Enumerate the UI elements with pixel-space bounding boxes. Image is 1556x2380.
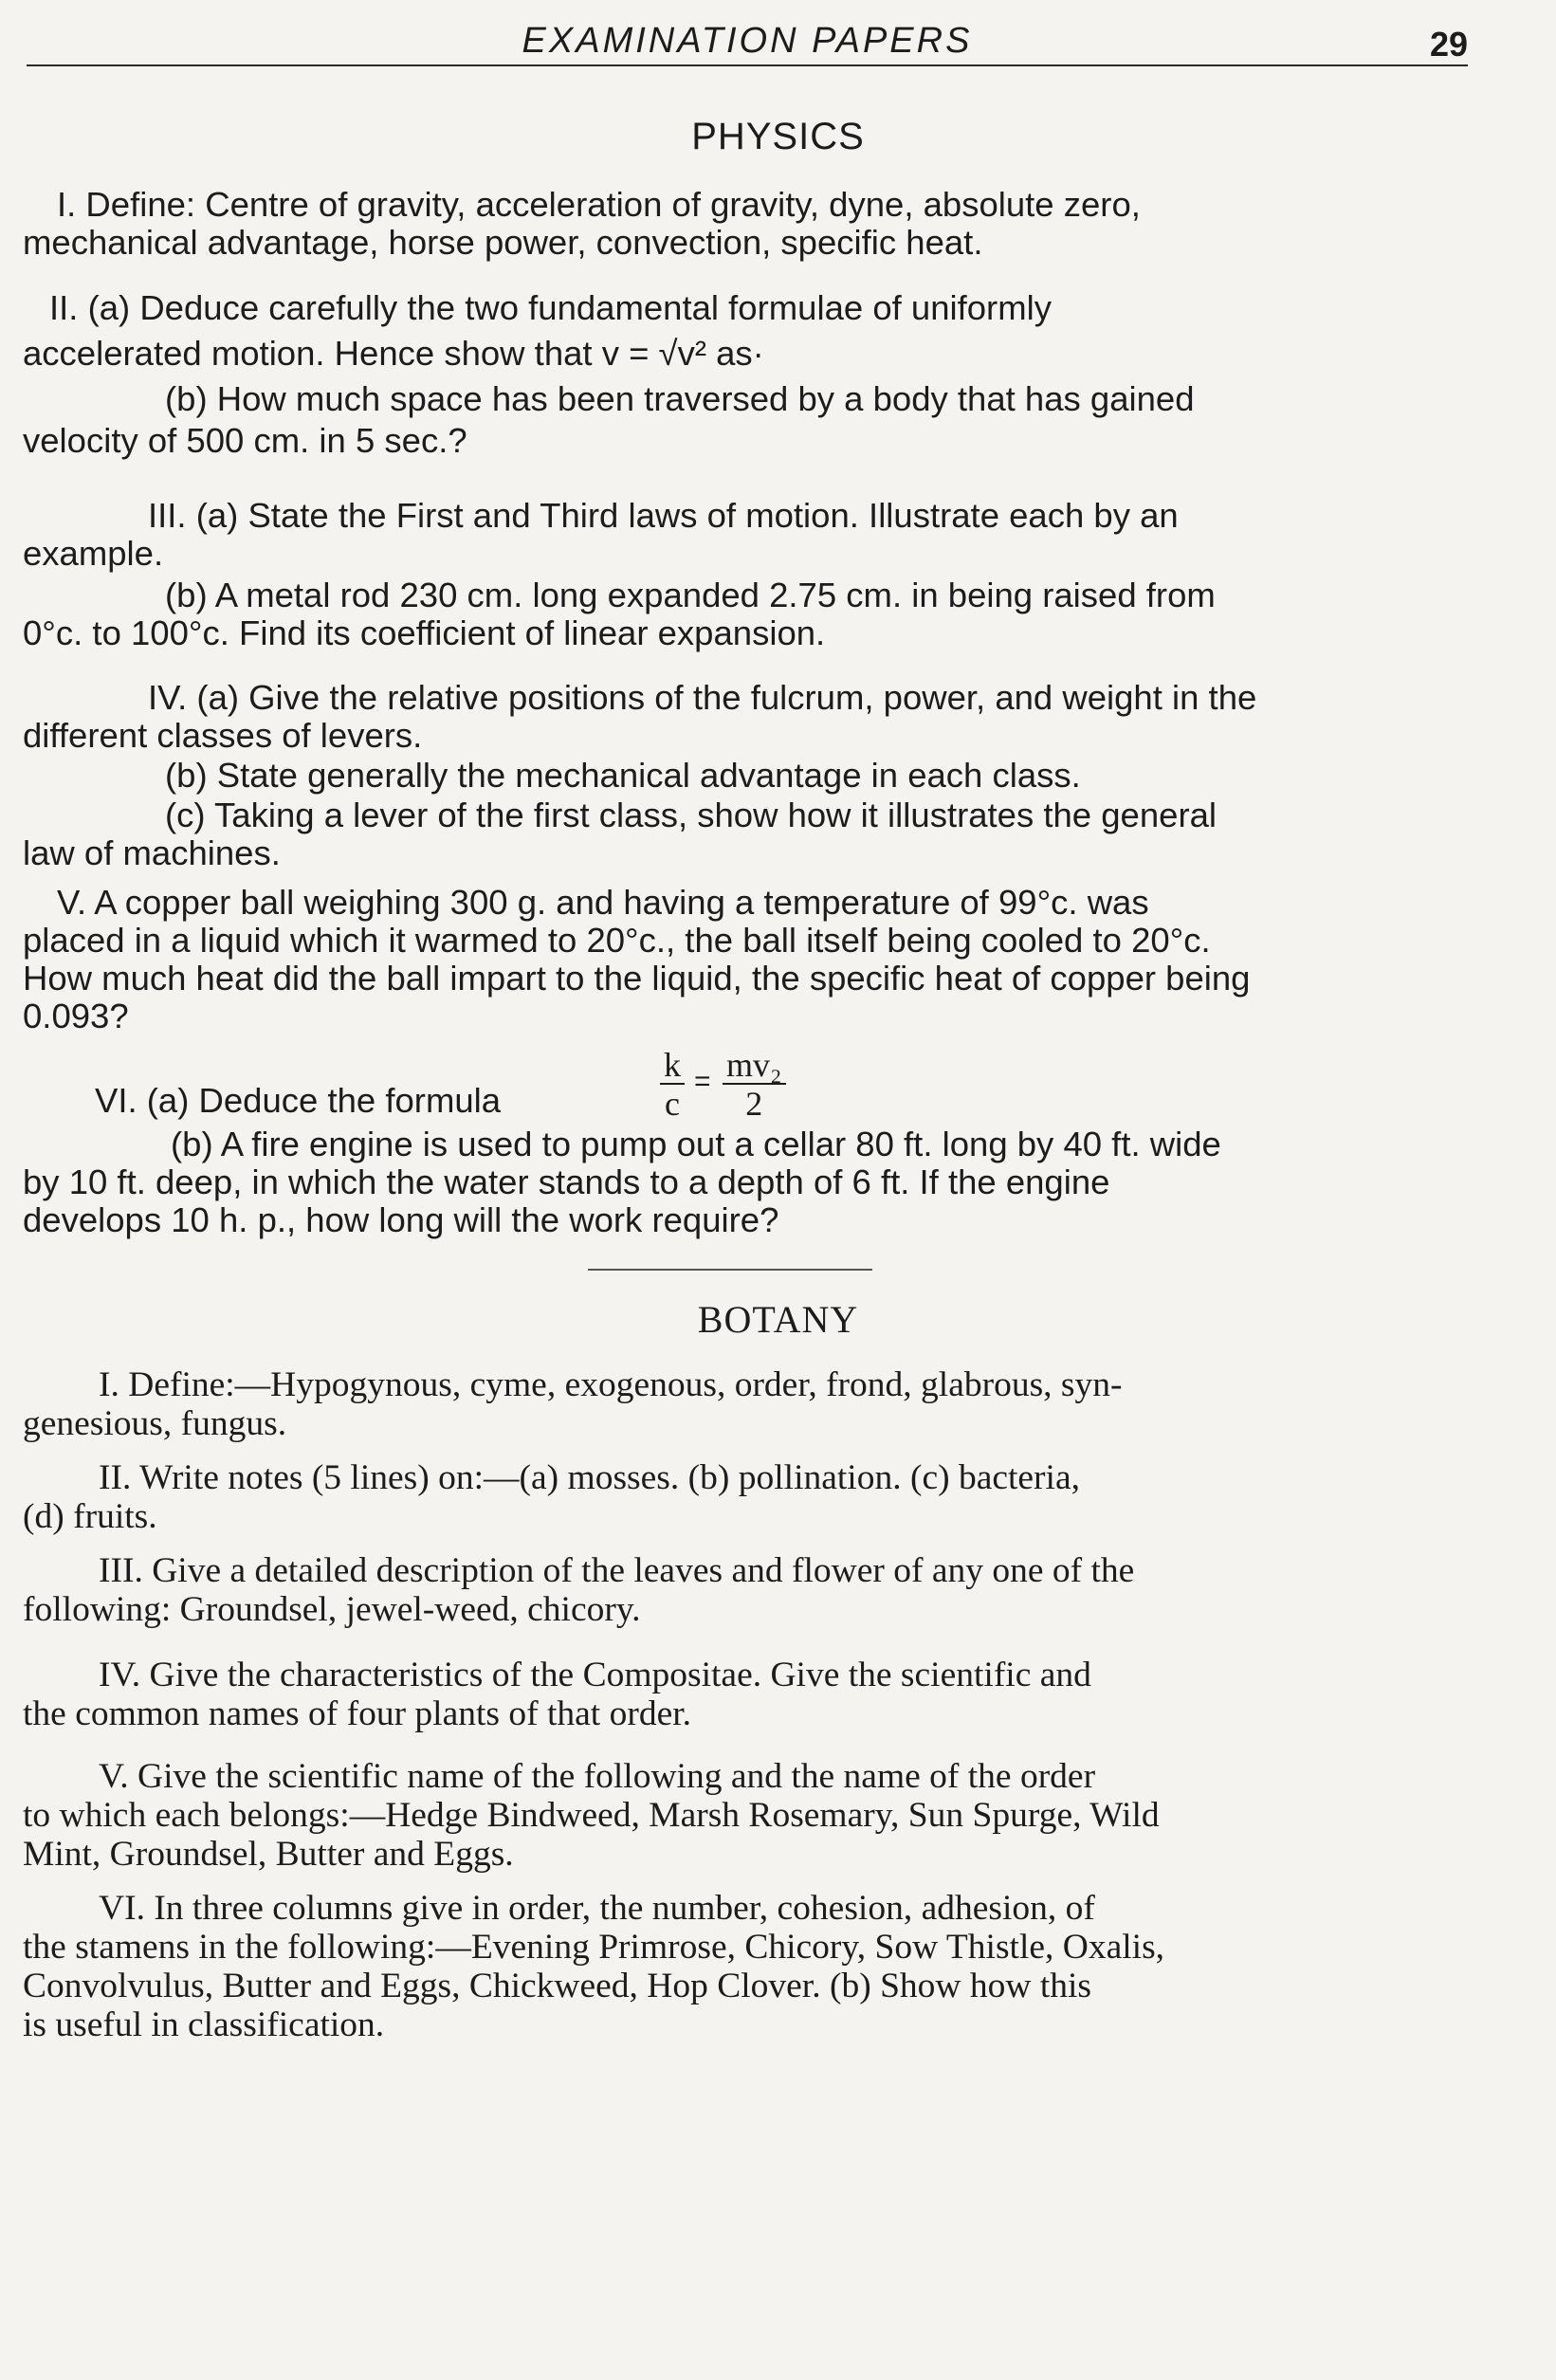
- botany-question-1: [23, 1365, 1452, 1443]
- formula-numerator: mv₂: [723, 1047, 786, 1085]
- physics-question-5: [23, 884, 1452, 1035]
- botany-question-3: [23, 1551, 1452, 1629]
- text-line: (b) A fire engine is used to pump out a cellar 80 ft. long by 40 ft. wide: [171, 1125, 1221, 1163]
- botany-question-5: [23, 1757, 1452, 1874]
- text-line: following: Groundsel, jewel-weed, chicory.: [23, 1590, 641, 1629]
- physics-question-2: [23, 289, 1452, 460]
- text-line: develops 10 h. p., how long will the work require?: [23, 1200, 779, 1239]
- text-line: Mint, Groundsel, Butter and Eggs.: [23, 1835, 514, 1874]
- botany-question-6: [23, 1889, 1452, 2044]
- section-title-physics: PHYSICS: [691, 116, 865, 157]
- text-line: II. Write notes (5 lines) on:—(a) mosses. (b) pollination. (c) bacteria,: [99, 1458, 1080, 1497]
- text-line: placed in a liquid which it warmed to 20°c., the ball itself being cooled to 20°c.: [23, 921, 1211, 960]
- physics-question-1: [23, 186, 1452, 262]
- formula-numerator: k: [660, 1047, 685, 1085]
- running-header: [27, 17, 1468, 66]
- text-line: velocity of 500 cm. in 5 sec.?: [23, 421, 467, 460]
- formula-denominator: 2: [745, 1085, 763, 1123]
- running-title: EXAMINATION PAPERS: [522, 21, 973, 61]
- text-line: (b) How much space has been traversed by a body that has gained: [165, 379, 1195, 418]
- text-line: mechanical advantage, horse power, convection, specific heat.: [23, 223, 983, 262]
- text-line: 0°c. to 100°c. Find its coefficient of linear expansion.: [23, 613, 826, 652]
- physics-question-6b: [23, 1126, 1452, 1239]
- text-line: accelerated motion. Hence show that v = √v² as·: [23, 334, 764, 373]
- text-line: (b) State generally the mechanical advantage in each class.: [165, 756, 1081, 795]
- text-line: by 10 ft. deep, in which the water stands to a depth of 6 ft. If the engine: [23, 1163, 1110, 1201]
- text-line: (b) A metal rod 230 cm. long expanded 2.75 cm. in being raised from: [165, 576, 1216, 614]
- text-line: V. Give the scientific name of the following and the name of the order: [99, 1757, 1096, 1796]
- formula-left-fraction: [660, 1047, 685, 1123]
- formula-denominator: c: [665, 1085, 680, 1123]
- text-line: (d) fruits.: [23, 1497, 157, 1536]
- text-line: III. (a) State the First and Third laws of motion. Illustrate each by an: [148, 496, 1179, 535]
- text-line: different classes of levers.: [23, 716, 423, 755]
- botany-question-4: [23, 1656, 1452, 1733]
- text-line: the common names of four plants of that order.: [23, 1694, 692, 1733]
- botany-question-2: [23, 1458, 1452, 1536]
- formula-right-fraction: [723, 1047, 786, 1123]
- text-line: to which each belongs:—Hedge Bindweed, Marsh Rosemary, Sun Spurge, Wild: [23, 1796, 1160, 1835]
- text-line: the stamens in the following:—Evening Primrose, Chicory, Sow Thistle, Oxalis,: [23, 1928, 1165, 1967]
- text-line: V. A copper ball weighing 300 g. and having a temperature of 99°c. was: [57, 883, 1149, 922]
- section-divider: [588, 1269, 872, 1271]
- section-title-botany: BOTANY: [697, 1298, 859, 1341]
- text-line: IV. (a) Give the relative positions of the fulcrum, power, and weight in the: [148, 678, 1257, 717]
- formula-lead-text: VI. (a) Deduce the formula: [95, 1081, 502, 1120]
- text-line: 0.093?: [23, 997, 129, 1035]
- physics-question-6a: [23, 1035, 1452, 1130]
- text-line: I. Define:—Hypogynous, cyme, exogenous, order, frond, glabrous, syn-: [99, 1365, 1123, 1404]
- text-line: law of machines.: [23, 833, 281, 872]
- text-line: II. (a) Deduce carefully the two fundamental formulae of uniformly: [49, 288, 1052, 327]
- physics-question-3: [23, 497, 1452, 652]
- formula-equals-sign: =: [694, 1066, 711, 1097]
- text-line: genesious, fungus.: [23, 1404, 287, 1443]
- physics-question-4: [23, 679, 1452, 872]
- text-line: How much heat did the ball impart to the liquid, the specific heat of copper being: [23, 959, 1251, 998]
- text-line: I. Define: Centre of gravity, acceleration of gravity, dyne, absolute zero,: [57, 185, 1141, 224]
- text-line: (c) Taking a lever of the first class, show how it illustrates the general: [165, 796, 1217, 834]
- page-number: 29: [1429, 25, 1468, 64]
- text-line: is useful in classification.: [23, 2005, 385, 2044]
- text-line: Convolvulus, Butter and Eggs, Chickweed, Hop Clover. (b) Show how this: [23, 1967, 1092, 2005]
- text-line: IV. Give the characteristics of the Compositae. Give the scientific and: [99, 1656, 1091, 1694]
- text-line: example.: [23, 534, 164, 573]
- text-line: III. Give a detailed description of the leaves and flower of any one of the: [99, 1551, 1135, 1590]
- text-line: VI. In three columns give in order, the number, cohesion, adhesion, of: [99, 1889, 1095, 1928]
